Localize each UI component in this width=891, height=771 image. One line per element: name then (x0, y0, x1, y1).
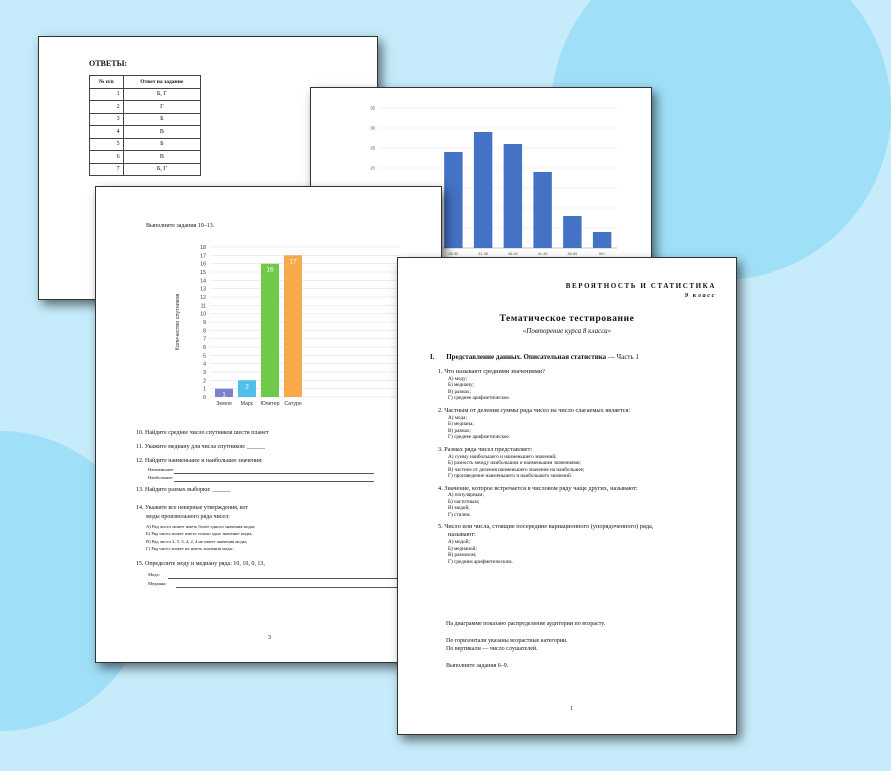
y-tick-label: 30 (370, 125, 375, 131)
y-tick-label: 20 (370, 165, 375, 171)
bar-Юпитер (261, 264, 279, 397)
front-paragraphs (446, 620, 605, 671)
y-tick-label: 13 (200, 286, 206, 293)
data-label: 2 (245, 383, 249, 391)
y-tick-label: 11 (200, 303, 206, 310)
y-tick-label: 0 (203, 395, 206, 401)
tasks-intro: Выполните задания 10–13. (146, 223, 215, 229)
answer-option: А) сумму наибольшего и наименьшего значений; (448, 453, 557, 460)
section-heading (430, 353, 639, 361)
x-tick-label: 50+ (598, 252, 606, 256)
answer-option: Г) произведение наименьшего и наибольшего значений. (448, 473, 573, 480)
front-questions (438, 368, 728, 570)
question-11: 11. Укажите медиану для числа спутников: ______ (136, 444, 266, 450)
paragraph-distribution: На диаграмме показано распределение аудитории по возрасту. (446, 621, 606, 627)
y-tick-label: 8 (203, 328, 206, 335)
answer-option: А) мода; (448, 414, 467, 421)
y-tick-label: 17 (200, 253, 206, 260)
answer-option: Б) разность между наибольшим и наименьшим значениями; (448, 460, 581, 467)
answer-option: Г) среднее арифметическое. (448, 434, 510, 441)
answer-option: А) модой; (448, 539, 470, 546)
test-title: Тематическое тестирование (499, 314, 635, 324)
bar-36-40 (504, 144, 522, 248)
question-14-line1: 14. Укажите все неверные утверждения, кот (136, 505, 249, 511)
x-tick-label: Сатурн (284, 401, 302, 407)
data-label: 1 (222, 391, 226, 399)
row-number: 1 (90, 88, 124, 101)
answer-option: Б) медиану; (448, 382, 474, 389)
question-3 (438, 446, 728, 480)
y-tick-label: 12 (200, 295, 206, 301)
bar-50+ (593, 232, 611, 248)
row-answer: Б (123, 113, 200, 126)
x-tick-label: 31-35 (478, 252, 488, 256)
row-number: 5 (90, 138, 124, 151)
y-axis-label: Количество спутников (175, 293, 181, 351)
table-row (90, 126, 201, 139)
header-title: ВЕРОЯТНОСТЬ И СТАТИСТИКА (565, 282, 716, 290)
y-tick-label: 18 (200, 245, 206, 251)
question-12-min-label: Наименьшее: (148, 467, 175, 472)
row-number: 2 (90, 101, 124, 114)
question-15-median-line (176, 587, 398, 588)
answers-table-body (90, 88, 201, 176)
tasks-page-number: 3 (268, 635, 271, 641)
question-13: 13. Найдите размах выборки: ______ (136, 487, 231, 493)
question-text: 2. Частным от деления суммы ряда чисел на число слагаемых является: (438, 406, 631, 414)
question-text: 4. Значение, которое встречается в числовом ряду чаще других, называют: (438, 484, 638, 492)
section-number: I. (430, 353, 435, 361)
row-answer: Б, Г (123, 163, 200, 176)
question-15-mode-label: Мода: (148, 572, 160, 577)
front-page-number: 1 (570, 706, 573, 712)
question-12-max-label: Наибольшее: (148, 475, 174, 480)
answer-option: Б) медианой; (448, 545, 477, 552)
question-14-option-c: В) Ряд чисел 2, 5, 3, 4, 2, 4 не имеет значения моды; (146, 538, 248, 544)
y-tick-label: 5 (203, 353, 206, 360)
answer-option: Б) медиана; (448, 421, 474, 428)
paragraph-vertical: По вертикали — число слушателей. (446, 646, 538, 653)
row-answer: Б, Г (123, 88, 200, 101)
answer-option: В) модой; (448, 505, 470, 512)
answer-option: Г) стилем. (448, 511, 471, 518)
question-5 (438, 523, 728, 565)
table-row (90, 113, 201, 126)
answer-option: Б) частотным; (448, 498, 480, 505)
paragraph-tasks: Выполните задания 6–9. (446, 663, 509, 670)
table-row (90, 151, 201, 164)
question-2 (438, 407, 728, 441)
question-12: 12. Найдите наименьшее и наибольшее значения: (136, 458, 263, 464)
row-number: 3 (90, 113, 124, 126)
question-text-cont: называют: (448, 531, 476, 539)
answers-table (89, 75, 201, 176)
question-14-option-d: Г) Ряд чисел может не иметь значения моды. (146, 546, 234, 552)
answers-title: ОТВЕТЫ: (89, 59, 128, 68)
test-subtitle: «Повторение курса 8 класса» (522, 327, 612, 335)
row-answer: В (123, 126, 200, 139)
question-14-line2: моды произвольного ряда чисел: (146, 514, 230, 520)
question-1 (438, 368, 728, 402)
y-tick-label: 4 (203, 361, 206, 368)
question-14-option-a: А) Ряд чисел может иметь более одного значения моды; (146, 524, 256, 529)
answer-option: В) размах; (448, 388, 471, 395)
answer-option: А) популярным; (448, 492, 484, 499)
answer-option: В) размахом; (448, 552, 477, 559)
question-4 (438, 485, 728, 519)
section-title: Представление данных. Описательная статистика (446, 353, 607, 361)
answers-table-header (90, 76, 201, 89)
question-text: 1. Что называют средними значениями? (438, 368, 545, 375)
y-tick-label: 15 (200, 270, 206, 276)
bar-31-35 (474, 132, 492, 248)
table-row (90, 88, 201, 101)
row-answer: В (123, 151, 200, 164)
y-tick-label: 9 (203, 320, 206, 326)
x-tick-label: Земля (216, 401, 232, 407)
question-text: 5. Число или числа, стоящие посередине вариационного (упорядоченного) ряда, (438, 523, 654, 531)
bar-Сатурн (284, 255, 302, 397)
y-tick-label: 3 (203, 370, 206, 376)
table-row (90, 138, 201, 151)
bar-46-50 (563, 216, 581, 248)
question-text: 3. Размах ряда чисел представляет: (438, 445, 533, 453)
y-tick-label: 35 (370, 105, 375, 111)
answer-option: В) размах; (448, 427, 471, 434)
row-number: 6 (90, 151, 124, 164)
question-15: 15. Определите моду и медиану ряда: 10, 10, 0, 13, (136, 561, 265, 567)
y-tick-label: 16 (200, 261, 206, 268)
x-tick-label: 46-50 (567, 252, 578, 256)
question-15-median-label: Медиана: (148, 581, 167, 586)
planet-satellites-chart (170, 239, 410, 419)
question-15-mode-line (168, 578, 398, 579)
x-tick-label: 26-30 (448, 252, 459, 256)
x-tick-label: Марс (240, 401, 254, 407)
y-tick-label: 6 (203, 345, 206, 351)
row-number: 4 (90, 126, 124, 139)
front-page (397, 257, 737, 735)
row-number: 7 (90, 163, 124, 176)
y-tick-label: 7 (203, 336, 206, 343)
question-14-option-b: Б) Ряд чисел может иметь только одно значение моды; (146, 531, 253, 537)
row-answer: Б (123, 138, 200, 151)
table-row (90, 101, 201, 114)
section-part: — Часть 1 (607, 353, 639, 361)
y-tick-label: 14 (200, 278, 206, 285)
question-10: 10. Найдите среднее число спутников шести планет (136, 430, 269, 436)
y-tick-label: 2 (203, 378, 206, 385)
data-label: 17 (289, 258, 297, 266)
question-12-max-line (174, 481, 374, 482)
bar-26-30 (444, 152, 462, 248)
table-row (90, 163, 201, 176)
answers-header-0: № п/п (90, 76, 124, 89)
y-tick-label: 1 (203, 386, 206, 393)
answer-option: В) частное от деления наименьшего значения на наибольшее; (448, 466, 585, 473)
x-tick-label: 41-45 (537, 252, 548, 256)
answer-option: Г) средним арифметическим. (448, 558, 513, 565)
x-tick-label: Юпитер (260, 401, 280, 407)
paragraph-horizontal: По горизонтали указаны возрастные категории. (446, 637, 568, 644)
tasks-page (95, 186, 442, 663)
header-grade: 9 класс (684, 292, 716, 299)
bar-41-45 (533, 172, 551, 248)
y-tick-label: 10 (200, 311, 206, 318)
question-14-options (146, 523, 255, 552)
question-12-min-line (174, 473, 374, 474)
answers-header-1: Ответ на задание (123, 76, 200, 89)
y-tick-label: 25 (370, 145, 375, 151)
x-tick-label: 36-40 (508, 252, 518, 256)
data-label: 16 (266, 266, 274, 274)
answer-option: А) моду; (448, 375, 468, 382)
row-answer: Г (123, 101, 200, 114)
answer-option: Г) среднее арифметическое. (448, 395, 510, 402)
